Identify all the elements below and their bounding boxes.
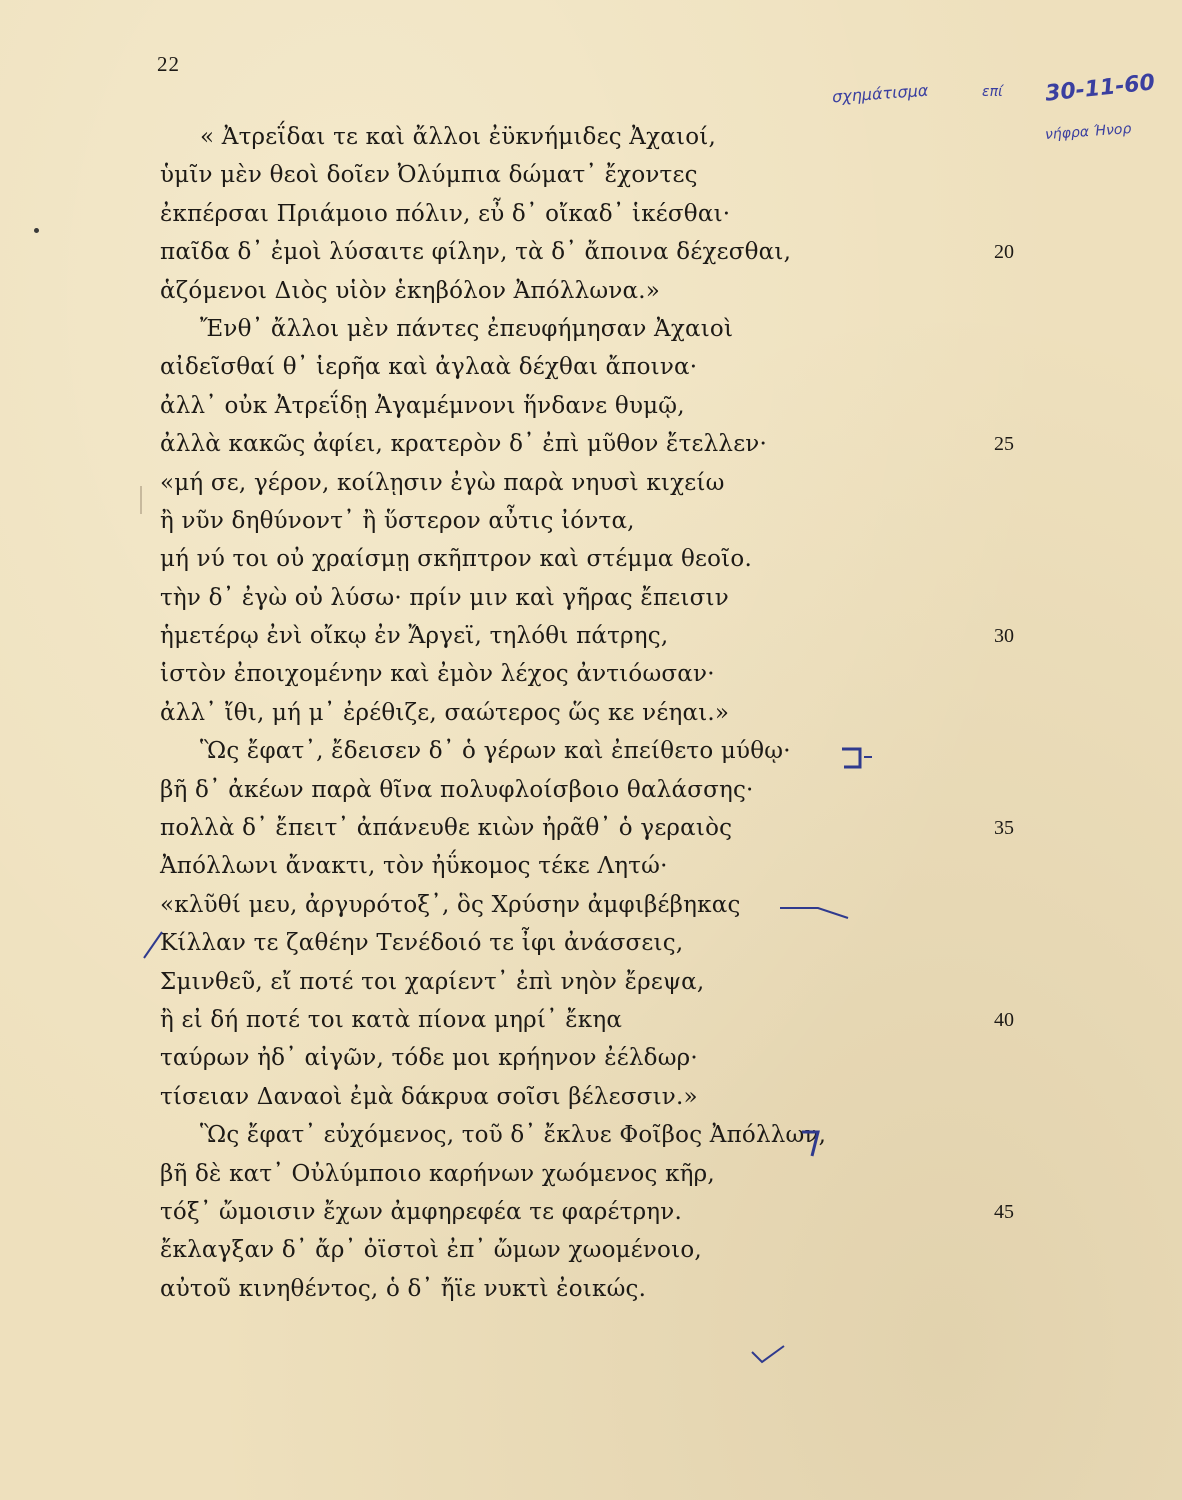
verse-line <box>0 348 1182 386</box>
verse-line <box>0 1231 1182 1269</box>
verse-text: ἢ εἰ δή ποτέ τοι κατὰ πίονα μηρί᾽ ἔκηα <box>160 1006 623 1033</box>
handwritten-note: επί <box>982 84 1003 100</box>
verse-text: Ἀπόλλωνι ἄνακτι, τὸν ἠΰκομος τέκε Λητώ· <box>160 853 668 880</box>
verse-line <box>0 464 1182 502</box>
verse-line <box>0 502 1182 540</box>
verse-line <box>0 847 1182 885</box>
verse-line <box>0 310 1182 348</box>
verse-text: ἀλλ᾽ ἴθι, μή μ᾽ ἐρέθιζε, σαώτερος ὥς κε νέηαι.» <box>160 699 730 726</box>
verse-text: πολλὰ δ᾽ ἔπειτ᾽ ἀπάνευθε κιὼν ἠρᾶθ᾽ ὁ γεραιὸς <box>160 815 733 842</box>
verse-line <box>0 540 1182 578</box>
verse-text: βῆ δ᾽ ἀκέων παρὰ θῖνα πολυφλοίσβοιο θαλάσσης· <box>160 776 754 803</box>
verse-text: ἡμετέρῳ ἐνὶ οἴκῳ ἐν Ἄργεϊ, τηλόθι πάτρης, <box>160 623 669 650</box>
pen-slash-mark <box>140 930 166 960</box>
verse-text: ἢ νῦν δηθύνοντ᾽ ἢ ὕστερον αὖτις ἰόντα, <box>160 507 635 534</box>
verse-text: βῆ δὲ κατ᾽ Οὐλύμποιο καρήνων χωόμενος κῆρ, <box>160 1160 715 1187</box>
verse-text: « Ἀτρεΐδαι τε καὶ ἄλλοι ἐϋκνήμιδες Ἀχαιοί, <box>200 124 716 150</box>
pen-check-mark <box>748 1342 788 1368</box>
verse-text: «κλῦθί μευ, ἀργυρότοξ᾽, ὃς Χρύσην ἀμφιβέβηκας <box>160 891 741 918</box>
verse-line <box>0 233 1182 271</box>
handwritten-date: 30-11-60 <box>1043 70 1157 107</box>
verse-line <box>0 694 1182 732</box>
verse-line <box>0 387 1182 425</box>
verse-text: Ἔνθ᾽ ἄλλοι μὲν πάντες ἐπευφήμησαν Ἀχαιοὶ <box>200 315 734 342</box>
page-number: 22 <box>157 52 180 76</box>
verse-line <box>0 617 1182 655</box>
line-number: 35 <box>994 817 1014 840</box>
verse-text: ἔκλαγξαν δ᾽ ἄρ᾽ ὀϊστοὶ ἐπ᾽ ὤμων χωομένοιο, <box>160 1237 702 1264</box>
verse-text: ἐκπέρσαι Πριάμοιο πόλιν, εὖ δ᾽ οἴκαδ᾽ ἱκέσθαι· <box>160 200 731 227</box>
verse-text: τὴν δ᾽ ἐγὼ οὐ λύσω· πρίν μιν καὶ γῆρας ἔπεισιν <box>160 584 729 611</box>
verse-line <box>0 886 1182 924</box>
verse-text: Σμινθεῦ, εἴ ποτέ τοι χαρίεντ᾽ ἐπὶ νηὸν ἔρεψα, <box>160 968 705 995</box>
verse-line <box>0 272 1182 310</box>
verse-line <box>0 809 1182 847</box>
verse-line <box>0 579 1182 617</box>
verse-text: τόξ᾽ ὤμοισιν ἔχων ἀμφηρεφέα τε φαρέτρην. <box>160 1198 682 1225</box>
verse-line <box>0 1001 1182 1039</box>
verse-line <box>0 963 1182 1001</box>
verse-line <box>0 1078 1182 1116</box>
handwritten-note: νήφρα Ήνορ <box>1044 121 1132 143</box>
verse-line <box>0 1155 1182 1193</box>
verse-text: μή νύ τοι οὐ χραίσμῃ σκῆπτρον καὶ στέμμα θεοῖο. <box>160 546 752 573</box>
verse-text: «μή σε, γέρον, κοίλῃσιν ἐγὼ παρὰ νηυσὶ κιχείω <box>160 469 725 496</box>
poem-text <box>0 118 1182 1308</box>
verse-text: Ὣς ἔφατ᾽ εὐχόμενος, τοῦ δ᾽ ἔκλυε Φοῖβος Ἀπόλλων, <box>200 1122 827 1149</box>
verse-text: ἁζόμενοι Διὸς υἱὸν ἑκηβόλον Ἀπόλλωνα.» <box>160 277 661 304</box>
verse-line <box>0 732 1182 770</box>
line-number: 40 <box>994 1008 1014 1031</box>
verse-line <box>0 1193 1182 1231</box>
verse-text: ὑμῖν μὲν θεοὶ δοῖεν Ὀλύμπια δώματ᾽ ἔχοντες <box>160 162 698 189</box>
verse-text: Κίλλαν τε ζαθέην Τενέδοιό τε ἶφι ἀνάσσεις, <box>160 930 684 957</box>
verse-text: Ὣς ἔφατ᾽, ἔδεισεν δ᾽ ὁ γέρων καὶ ἐπείθετο μύθῳ· <box>200 738 791 765</box>
verse-text: ἱστὸν ἐποιχομένην καὶ ἐμὸν λέχος ἀντιόωσαν· <box>160 661 715 688</box>
handwritten-note: σχημάτισμα <box>831 80 929 107</box>
verse-line <box>0 156 1182 194</box>
pen-bracket-mark <box>838 745 878 771</box>
verse-line <box>0 1270 1182 1308</box>
line-number: 25 <box>994 433 1014 456</box>
verse-text: αὐτοῦ κινηθέντος, ὁ δ᾽ ἤϊε νυκτὶ ἐοικώς. <box>160 1275 647 1302</box>
verse-line <box>0 1039 1182 1077</box>
verse-text: παῖδα δ᾽ ἐμοὶ λύσαιτε φίλην, τὰ δ᾽ ἄποινα δέχεσθαι, <box>160 239 792 266</box>
line-number: 30 <box>994 625 1014 648</box>
verse-text: τίσειαν Δαναοὶ ἐμὰ δάκρυα σοῖσι βέλεσσιν.» <box>160 1083 698 1110</box>
line-number: 45 <box>994 1200 1014 1223</box>
verse-line <box>0 425 1182 463</box>
verse-text: ἀλλὰ κακῶς ἀφίει, κρατερὸν δ᾽ ἐπὶ μῦθον ἔτελλεν· <box>160 431 768 458</box>
verse-line <box>0 924 1182 962</box>
verse-line <box>0 655 1182 693</box>
verse-text: ἀλλ᾽ οὐκ Ἀτρεΐδῃ Ἀγαμέμνονι ἥνδανε θυμῷ, <box>160 392 685 419</box>
verse-line <box>0 118 1182 156</box>
pen-underline-mark <box>778 900 858 922</box>
verse-text: ταύρων ἠδ᾽ αἰγῶν, τόδε μοι κρήηνον ἐέλδωρ· <box>160 1045 698 1072</box>
line-number: 20 <box>994 241 1014 264</box>
verse-text: αἰδεῖσθαί θ᾽ ἱερῆα καὶ ἀγλαὰ δέχθαι ἄποινα· <box>160 354 698 381</box>
pen-close-bracket-mark <box>798 1128 824 1160</box>
verse-line <box>0 771 1182 809</box>
verse-line <box>0 195 1182 233</box>
verse-line <box>0 1116 1182 1154</box>
